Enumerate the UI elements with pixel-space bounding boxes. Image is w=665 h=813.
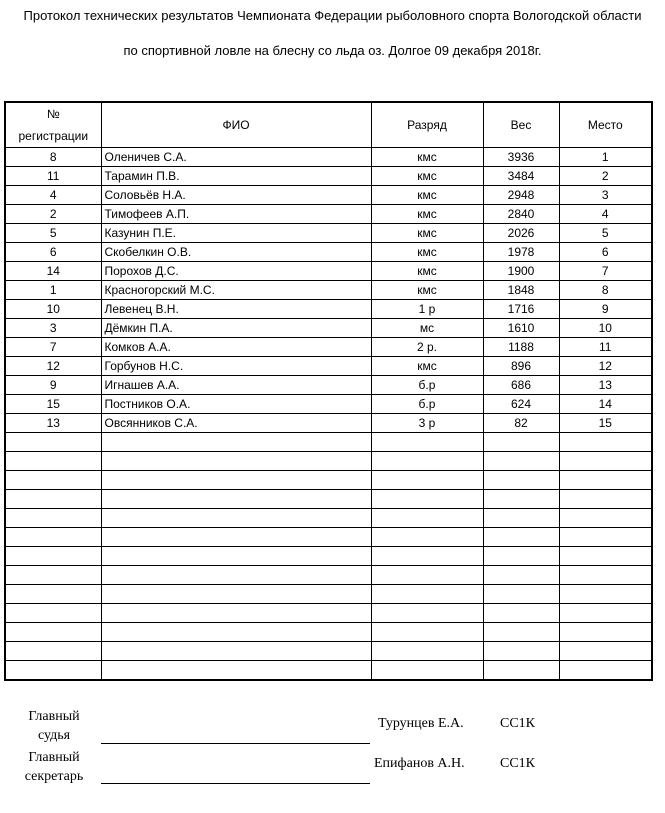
cell-rank [371, 566, 483, 585]
table-row [5, 281, 652, 300]
cell-weight: 2026 [483, 224, 559, 243]
cell-place [559, 585, 652, 604]
cell-place: 3 [559, 186, 652, 205]
empty-table-row [5, 547, 652, 566]
cell-rank: мс [371, 319, 483, 338]
cell-name: Казунин П.Е. [101, 224, 371, 243]
cell-weight [483, 490, 559, 509]
column-header-registration-number-sign: № [46, 107, 60, 121]
cell-weight: 1978 [483, 243, 559, 262]
cell-name [101, 642, 371, 661]
cell-place [559, 528, 652, 547]
column-header-registration-label: регистрации [18, 129, 89, 143]
cell-name: Игнашев А.А. [101, 376, 371, 395]
cell-rank [371, 528, 483, 547]
cell-weight: 3936 [483, 148, 559, 167]
cell-weight: 2948 [483, 186, 559, 205]
cell-rank [371, 471, 483, 490]
cell-registration: 5 [5, 224, 101, 243]
cell-weight: 896 [483, 357, 559, 376]
cell-rank [371, 547, 483, 566]
cell-name [101, 585, 371, 604]
cell-registration: 1 [5, 281, 101, 300]
cell-rank [371, 661, 483, 681]
cell-place: 4 [559, 205, 652, 224]
chief-judge-label-line1: Главный [28, 709, 80, 724]
cell-place: 8 [559, 281, 652, 300]
empty-table-row [5, 604, 652, 623]
cell-rank: 3 р [371, 414, 483, 433]
cell-name [101, 471, 371, 490]
empty-table-row [5, 585, 652, 604]
cell-registration [5, 661, 101, 681]
cell-registration: 2 [5, 205, 101, 224]
cell-name: Порохов Д.С. [101, 262, 371, 281]
cell-rank [371, 509, 483, 528]
empty-table-row [5, 528, 652, 547]
chief-secretary-name: Епифанов А.Н. [374, 756, 465, 771]
cell-weight: 82 [483, 414, 559, 433]
table-row [5, 186, 652, 205]
cell-weight [483, 509, 559, 528]
empty-table-row [5, 490, 652, 509]
cell-place: 9 [559, 300, 652, 319]
empty-table-row [5, 452, 652, 471]
cell-place: 14 [559, 395, 652, 414]
cell-place: 13 [559, 376, 652, 395]
cell-registration: 15 [5, 395, 101, 414]
cell-place [559, 547, 652, 566]
cell-place: 2 [559, 167, 652, 186]
cell-weight: 1610 [483, 319, 559, 338]
cell-name [101, 566, 371, 585]
cell-name: Скобелкин О.В. [101, 243, 371, 262]
cell-weight [483, 585, 559, 604]
chief-secretary-signature-line [101, 783, 370, 784]
chief-judge-category: СС1К [500, 716, 536, 731]
cell-place [559, 509, 652, 528]
cell-registration: 7 [5, 338, 101, 357]
protocol-subtitle: по спортивной ловле на блесну со льда оз. Долгое 09 декабря 2018г. [123, 43, 542, 58]
cell-registration: 14 [5, 262, 101, 281]
cell-rank: кмс [371, 243, 483, 262]
cell-registration: 3 [5, 319, 101, 338]
cell-registration: 11 [5, 167, 101, 186]
column-header-place: Место [559, 102, 652, 148]
cell-place: 15 [559, 414, 652, 433]
cell-rank [371, 623, 483, 642]
cell-rank [371, 642, 483, 661]
cell-rank: б.р [371, 376, 483, 395]
table-row [5, 262, 652, 281]
cell-weight [483, 566, 559, 585]
chief-judge-label [4, 707, 104, 745]
cell-weight [483, 471, 559, 490]
cell-name: Тимофеев А.П. [101, 205, 371, 224]
cell-name [101, 623, 371, 642]
chief-judge-signature-line [101, 743, 370, 744]
table-header-row [5, 102, 652, 148]
empty-table-row [5, 623, 652, 642]
cell-registration [5, 509, 101, 528]
cell-name [101, 661, 371, 681]
chief-secretary-label-line2: секретарь [24, 769, 84, 784]
cell-registration [5, 623, 101, 642]
cell-registration: 9 [5, 376, 101, 395]
empty-table-row [5, 642, 652, 661]
table-body [5, 148, 652, 681]
cell-registration: 8 [5, 148, 101, 167]
cell-place [559, 642, 652, 661]
column-header-registration [5, 102, 101, 148]
cell-registration [5, 566, 101, 585]
table-row [5, 167, 652, 186]
empty-table-row [5, 661, 652, 681]
empty-table-row [5, 433, 652, 452]
cell-registration: 10 [5, 300, 101, 319]
cell-weight [483, 528, 559, 547]
cell-name: Горбунов Н.С. [101, 357, 371, 376]
cell-name: Овсянников С.А. [101, 414, 371, 433]
chief-judge-label-line2: судья [37, 728, 71, 743]
cell-registration: 12 [5, 357, 101, 376]
cell-registration [5, 604, 101, 623]
cell-weight [483, 547, 559, 566]
chief-secretary-label [4, 748, 104, 786]
cell-place: 10 [559, 319, 652, 338]
cell-rank [371, 604, 483, 623]
cell-weight [483, 623, 559, 642]
cell-rank: 2 р. [371, 338, 483, 357]
cell-rank: кмс [371, 205, 483, 224]
cell-registration [5, 490, 101, 509]
empty-table-row [5, 471, 652, 490]
cell-place: 12 [559, 357, 652, 376]
table-row [5, 414, 652, 433]
cell-rank [371, 490, 483, 509]
cell-weight [483, 642, 559, 661]
cell-place: 7 [559, 262, 652, 281]
cell-name: Тарамин П.В. [101, 167, 371, 186]
cell-registration [5, 642, 101, 661]
cell-name [101, 547, 371, 566]
cell-name: Постников О.А. [101, 395, 371, 414]
cell-registration [5, 585, 101, 604]
cell-weight: 1848 [483, 281, 559, 300]
table-row [5, 338, 652, 357]
table-row [5, 395, 652, 414]
column-header-weight: Вес [483, 102, 559, 148]
cell-place [559, 566, 652, 585]
cell-weight: 2840 [483, 205, 559, 224]
cell-place [559, 452, 652, 471]
cell-registration: 4 [5, 186, 101, 205]
cell-place: 11 [559, 338, 652, 357]
cell-rank: кмс [371, 167, 483, 186]
table-row [5, 357, 652, 376]
cell-name [101, 433, 371, 452]
cell-weight [483, 433, 559, 452]
chief-secretary-category: СС1К [500, 756, 536, 771]
cell-place [559, 490, 652, 509]
table-row [5, 243, 652, 262]
empty-table-row [5, 509, 652, 528]
cell-place [559, 471, 652, 490]
cell-weight: 1900 [483, 262, 559, 281]
cell-place: 6 [559, 243, 652, 262]
cell-weight [483, 661, 559, 681]
cell-rank: кмс [371, 262, 483, 281]
cell-weight: 624 [483, 395, 559, 414]
cell-name: Оленичев С.А. [101, 148, 371, 167]
cell-registration: 6 [5, 243, 101, 262]
cell-rank [371, 452, 483, 471]
cell-place [559, 661, 652, 681]
table-row [5, 205, 652, 224]
results-table [4, 101, 653, 681]
cell-weight: 1188 [483, 338, 559, 357]
cell-rank: кмс [371, 224, 483, 243]
cell-registration [5, 528, 101, 547]
cell-name: Комков А.А. [101, 338, 371, 357]
cell-place: 1 [559, 148, 652, 167]
cell-registration [5, 433, 101, 452]
cell-name [101, 528, 371, 547]
chief-secretary-label-line1: Главный [28, 750, 80, 765]
empty-table-row [5, 566, 652, 585]
cell-place: 5 [559, 224, 652, 243]
cell-name: Левенец В.Н. [101, 300, 371, 319]
cell-place [559, 623, 652, 642]
cell-weight [483, 452, 559, 471]
cell-registration: 13 [5, 414, 101, 433]
table-row [5, 224, 652, 243]
cell-rank: б.р [371, 395, 483, 414]
cell-name [101, 509, 371, 528]
cell-place [559, 604, 652, 623]
cell-rank: 1 р [371, 300, 483, 319]
cell-name [101, 604, 371, 623]
chief-judge-name: Турунцев Е.А. [378, 716, 464, 731]
cell-rank: кмс [371, 186, 483, 205]
column-header-name: ФИО [101, 102, 371, 148]
cell-weight: 3484 [483, 167, 559, 186]
table-row [5, 319, 652, 338]
cell-weight: 686 [483, 376, 559, 395]
cell-name [101, 452, 371, 471]
column-header-rank: Разряд [371, 102, 483, 148]
cell-rank: кмс [371, 148, 483, 167]
cell-rank [371, 585, 483, 604]
table-row [5, 300, 652, 319]
cell-weight [483, 604, 559, 623]
cell-name: Дёмкин П.А. [101, 319, 371, 338]
table-row [5, 376, 652, 395]
cell-rank: кмс [371, 281, 483, 300]
cell-registration [5, 547, 101, 566]
cell-rank [371, 433, 483, 452]
cell-registration [5, 452, 101, 471]
cell-name: Соловьёв Н.А. [101, 186, 371, 205]
protocol-title: Протокол технических результатов Чемпионата Федерации рыболовного спорта Вологодской области [23, 8, 642, 23]
cell-registration [5, 471, 101, 490]
cell-name: Красногорский М.С. [101, 281, 371, 300]
cell-weight: 1716 [483, 300, 559, 319]
cell-name [101, 490, 371, 509]
table-row [5, 148, 652, 167]
cell-place [559, 433, 652, 452]
cell-rank: кмс [371, 357, 483, 376]
